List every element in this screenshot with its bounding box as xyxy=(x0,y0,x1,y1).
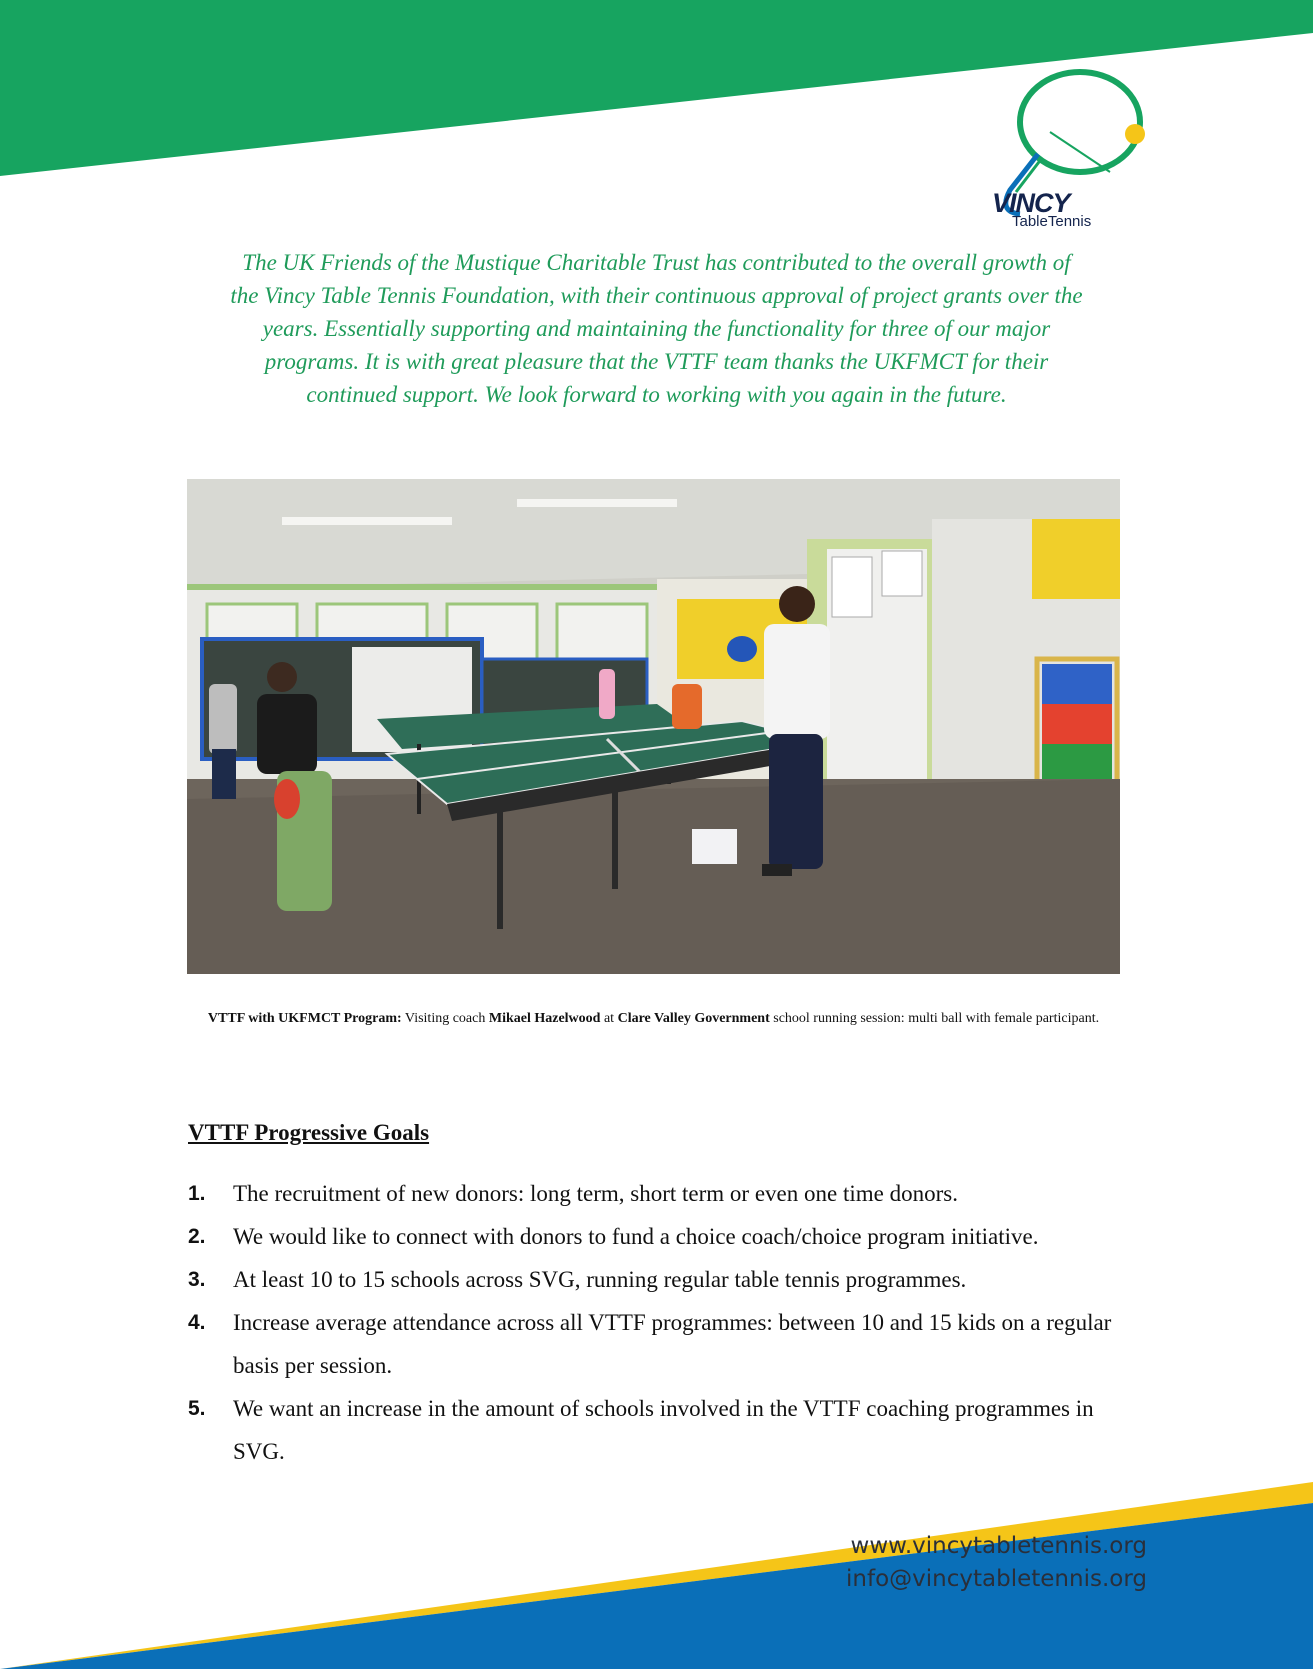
caption-label: VTTF with UKFMCT Program: xyxy=(207,1011,402,1026)
intro-line: years. Essentially supporting and maintaining the functionality for three of our major xyxy=(262,316,1051,341)
intro-line: continued support. We look forward to working with you again in the future. xyxy=(306,382,1007,407)
photo-caption xyxy=(187,1008,1120,1029)
caption-school-name: Clare Valley Government xyxy=(617,1011,770,1026)
intro-line: The UK Friends of the Mustique Charitable Trust has contributed to the overall growth of xyxy=(242,250,1071,275)
goal-text: At least 10 to 15 schools across SVG, running regular table tennis programmes. xyxy=(233,1267,967,1292)
caption-text: at xyxy=(600,1011,618,1026)
goal-number: 3. xyxy=(188,1268,206,1291)
goal-number: 5. xyxy=(188,1397,206,1420)
goal-text: Increase average attendance across all VTTF programmes: between 10 and 15 kids on a regular basis per session. xyxy=(233,1310,1112,1378)
footer-contact xyxy=(846,1530,1147,1596)
caption-text: school running session: multi ball with female participant. xyxy=(769,1011,1100,1026)
goal-text: We want an increase in the amount of schools involved in the VTTF coaching programmes in SVG. xyxy=(233,1396,1094,1464)
session-photo xyxy=(187,479,1120,974)
goal-item xyxy=(188,1258,1128,1301)
ball-icon xyxy=(1125,124,1145,144)
goal-item xyxy=(188,1387,1128,1473)
goal-item xyxy=(188,1215,1128,1258)
logo-wordmark: VINCY xyxy=(992,188,1070,218)
goal-text: We would like to connect with donors to fund a choice coach/choice program initiative. xyxy=(233,1224,1039,1249)
caption-coach-name: Mikael Hazelwood xyxy=(488,1011,601,1026)
intro-line: the Vincy Table Tennis Foundation, with their continuous approval of project grants over the xyxy=(230,283,1083,308)
goal-number: 2. xyxy=(188,1225,206,1248)
goal-text: The recruitment of new donors: long term, short term or even one time donors. xyxy=(233,1181,958,1206)
caption-text: Visiting coach xyxy=(401,1011,489,1026)
email-link[interactable]: info@vincytabletennis.org xyxy=(846,1566,1147,1592)
vincy-table-tennis-logo xyxy=(980,62,1160,232)
goal-item xyxy=(188,1301,1128,1387)
goal-number: 1. xyxy=(188,1182,206,1205)
website-link[interactable]: www.vincytabletennis.org xyxy=(850,1533,1147,1559)
logo-subtitle: TableTennis xyxy=(1012,213,1092,230)
goals-heading: VTTF Progressive Goals xyxy=(188,1120,430,1145)
goal-number: 4. xyxy=(188,1311,206,1334)
intro-paragraph xyxy=(175,246,1138,411)
goal-item xyxy=(188,1172,1128,1215)
goals-list xyxy=(188,1172,1128,1473)
intro-line: programs. It is with great pleasure that the VTTF team thanks the UKFMCT for their xyxy=(264,349,1049,374)
